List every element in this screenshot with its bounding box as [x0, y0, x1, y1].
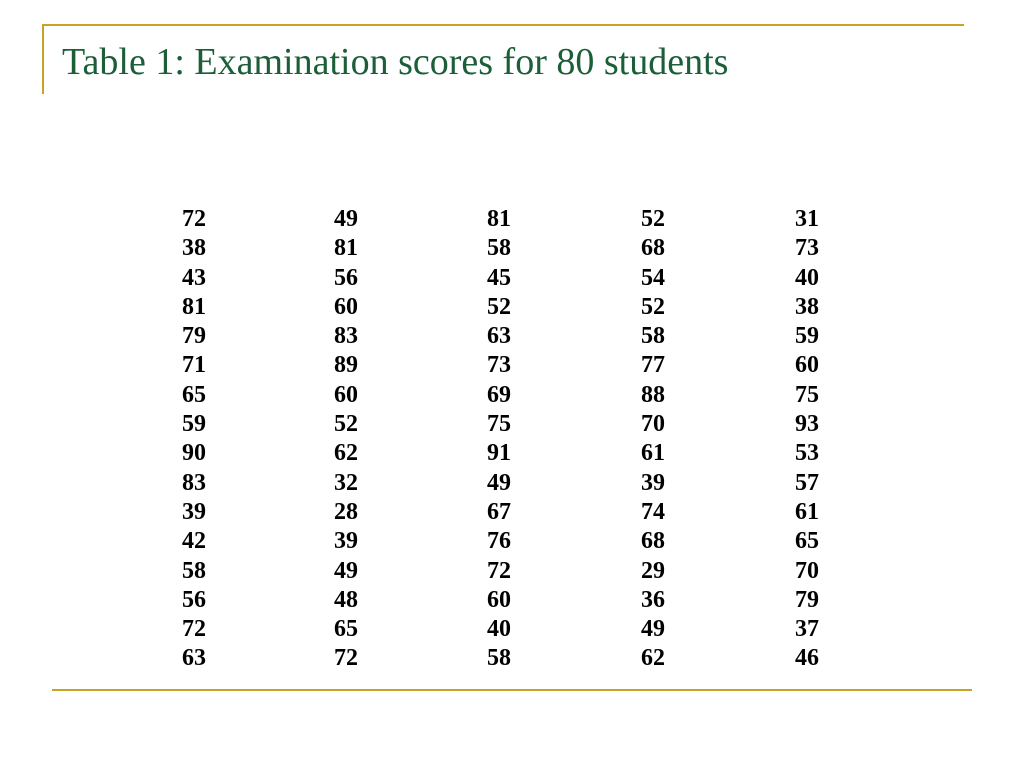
score-cell: 61 [795, 498, 819, 525]
score-cell: 68 [641, 235, 665, 262]
score-cell: 81 [334, 235, 358, 262]
score-cell: 79 [182, 323, 206, 350]
score-cell: 72 [334, 645, 358, 672]
score-cell: 65 [182, 381, 206, 408]
title-top-rule [42, 24, 964, 26]
score-cell: 28 [334, 498, 358, 525]
score-cell: 32 [334, 469, 358, 496]
score-cell: 39 [334, 528, 358, 555]
score-cell: 75 [795, 381, 819, 408]
score-cell: 39 [641, 469, 665, 496]
score-cell: 56 [334, 264, 358, 291]
score-cell: 58 [641, 323, 665, 350]
score-cell: 68 [641, 528, 665, 555]
score-cell: 49 [334, 557, 358, 584]
score-cell: 54 [641, 264, 665, 291]
score-cell: 71 [182, 352, 206, 379]
score-cell: 37 [795, 616, 819, 643]
score-cell: 83 [334, 323, 358, 350]
score-cell: 73 [487, 352, 511, 379]
score-cell: 48 [334, 586, 358, 613]
slide-title: Table 1: Examination scores for 80 students [62, 41, 729, 83]
score-column [641, 205, 701, 674]
score-cell: 59 [795, 323, 819, 350]
score-cell: 52 [641, 293, 665, 320]
score-cell: 42 [182, 528, 206, 555]
score-cell: 72 [182, 616, 206, 643]
score-cell: 70 [641, 411, 665, 438]
score-cell: 81 [487, 206, 511, 232]
score-cell: 53 [795, 440, 819, 467]
score-cell: 69 [487, 381, 511, 408]
score-cell: 52 [334, 411, 358, 438]
score-cell: 29 [641, 557, 665, 584]
score-cell: 62 [641, 645, 665, 672]
score-cell: 72 [487, 557, 511, 584]
score-cell: 49 [487, 469, 511, 496]
score-cell: 60 [487, 586, 511, 613]
score-cell: 65 [795, 528, 819, 555]
score-column [487, 205, 547, 674]
score-cell: 75 [487, 411, 511, 438]
score-cell: 61 [641, 440, 665, 467]
score-cell: 58 [487, 645, 511, 672]
score-cell: 60 [334, 293, 358, 320]
score-cell: 88 [641, 381, 665, 408]
score-cell: 57 [795, 469, 819, 496]
score-cell: 60 [334, 381, 358, 408]
score-cell: 74 [641, 498, 665, 525]
score-cell: 93 [795, 411, 819, 438]
score-cell: 90 [182, 440, 206, 467]
score-column [795, 205, 855, 674]
score-cell: 63 [487, 323, 511, 350]
score-cell: 76 [487, 528, 511, 555]
score-cell: 65 [334, 616, 358, 643]
score-cell: 40 [487, 616, 511, 643]
score-cell: 81 [182, 293, 206, 320]
score-cell: 31 [795, 206, 819, 232]
score-cell: 72 [182, 206, 206, 232]
score-cell: 45 [487, 264, 511, 291]
title-left-rule [42, 24, 44, 94]
score-cell: 67 [487, 498, 511, 525]
score-cell: 83 [182, 469, 206, 496]
score-cell: 49 [334, 206, 358, 232]
score-cell: 52 [641, 206, 665, 232]
score-cell: 38 [795, 293, 819, 320]
score-cell: 40 [795, 264, 819, 291]
score-cell: 89 [334, 352, 358, 379]
score-cell: 49 [641, 616, 665, 643]
score-cell: 73 [795, 235, 819, 262]
score-cell: 60 [795, 352, 819, 379]
score-cell: 77 [641, 352, 665, 379]
score-cell: 79 [795, 586, 819, 613]
score-cell: 39 [182, 498, 206, 525]
score-column [334, 205, 394, 674]
score-cell: 38 [182, 235, 206, 262]
score-cell: 63 [182, 645, 206, 672]
score-cell: 46 [795, 645, 819, 672]
score-column [182, 205, 242, 674]
score-cell: 36 [641, 586, 665, 613]
score-cell: 56 [182, 586, 206, 613]
score-cell: 58 [182, 557, 206, 584]
score-cell: 58 [487, 235, 511, 262]
score-cell: 59 [182, 411, 206, 438]
bottom-rule [52, 689, 972, 691]
score-cell: 52 [487, 293, 511, 320]
score-cell: 91 [487, 440, 511, 467]
score-cell: 43 [182, 264, 206, 291]
score-cell: 62 [334, 440, 358, 467]
score-cell: 70 [795, 557, 819, 584]
